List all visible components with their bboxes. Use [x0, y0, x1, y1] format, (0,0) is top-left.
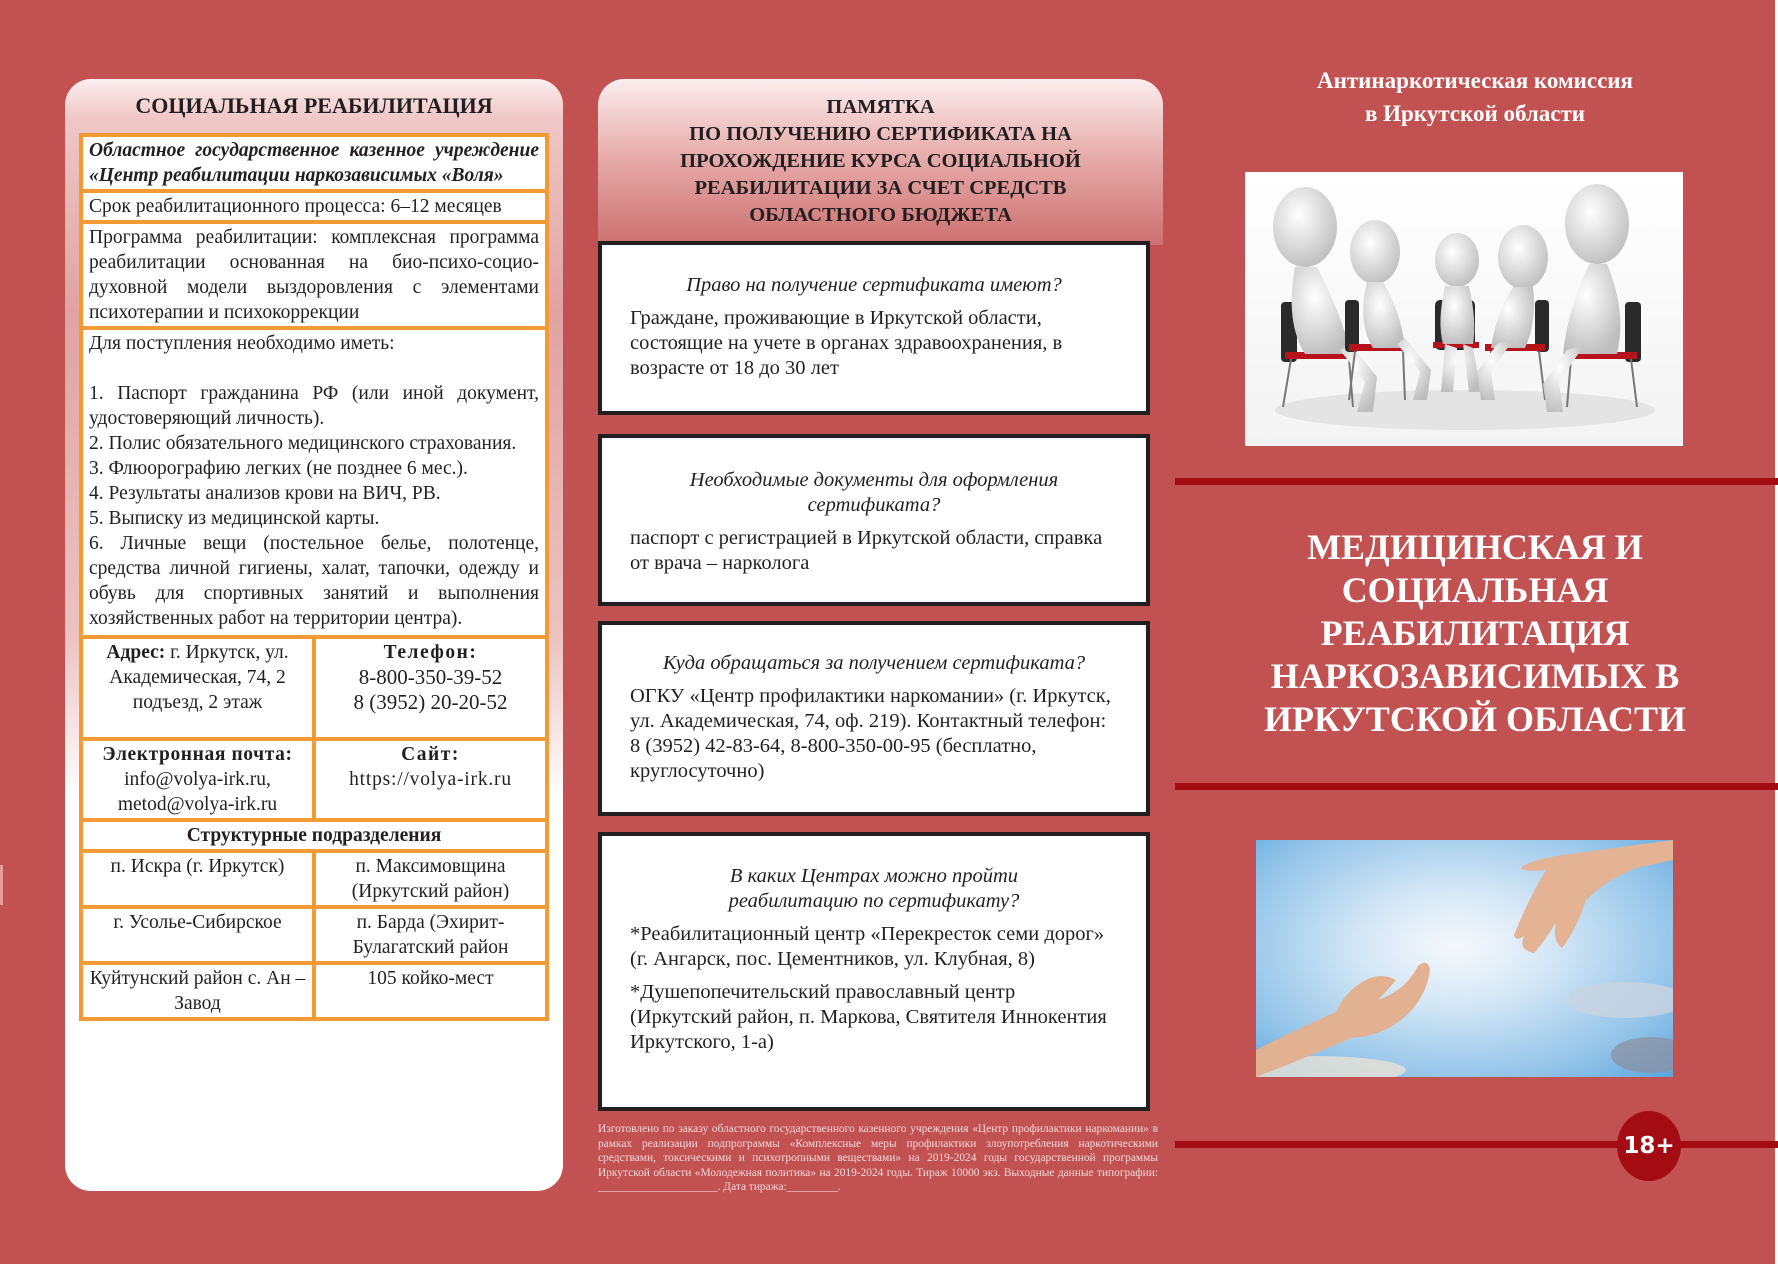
site-cell	[314, 739, 547, 820]
memo-header	[598, 79, 1163, 245]
phone-label: Телефон:	[383, 642, 478, 663]
email-label: Электронная почта:	[102, 744, 293, 765]
email-link[interactable]: info@volya-irk.ru,	[124, 769, 271, 790]
faq-answer: паспорт с регистрацией в Иркутской области, справка от врача – нарколога	[630, 527, 1103, 574]
social-rehab-panel	[65, 79, 563, 1191]
chair-figure-2	[1345, 220, 1431, 400]
faq-question: Необходимые документы для оформления сертификата?	[689, 469, 1059, 516]
memo-title-line: ПАМЯТКА	[826, 96, 935, 118]
faq-answer: *Душепопечительский православный центр (Иркутский район, п. Маркова, Святителя Иннокентия Иркутского, 1-а)	[630, 981, 1107, 1053]
chair-figure-1	[1273, 187, 1377, 412]
memo-title-line: РЕАБИЛИТАЦИИ ЗА СЧЕТ СРЕДСТВ	[694, 177, 1067, 199]
faq-answer: Граждане, проживающие в Иркутской области, состоящие на учете в органах здравоохранения, в возрасте от 18 до 30 лет	[630, 307, 1063, 379]
faq-question: Куда обращаться за получением сертификата?	[662, 652, 1086, 674]
chair-figure-5	[1543, 184, 1641, 412]
faq-question: Право на получение сертификата имеют?	[686, 274, 1062, 296]
commission-name	[1175, 64, 1775, 130]
requirement-item: 1. Паспорт гражданина РФ (или иной документ, удостоверяющий личность).	[89, 383, 539, 429]
fold-mark	[0, 865, 3, 905]
faq-answer: ОГКУ «Центр профилактики наркомании» (г. Иркутск, ул. Академическая, 74, оф. 219). Контактный телефон: 8 (3952) 42-83-64, 8-800-350-00-95 (бесплатно, круглосуточно)	[630, 685, 1111, 782]
phone-number[interactable]: 8-800-350-39-52	[358, 665, 503, 689]
brochure-title-line: СОЦИАЛЬНАЯ	[1341, 570, 1609, 610]
upper-hand	[1514, 840, 1673, 953]
requirements-intro: Для поступления необходимо иметь:	[89, 333, 395, 354]
brochure-title	[1175, 526, 1775, 741]
divider-line-middle	[1175, 783, 1778, 790]
faq-box-where-to-apply	[598, 621, 1150, 816]
divisions-title: Структурные подразделения	[81, 820, 547, 851]
brochure-title-line: МЕДИЦИНСКАЯ И	[1307, 527, 1643, 567]
chair-figure-4	[1477, 225, 1549, 400]
chair-figure-3	[1433, 233, 1481, 392]
age-rating-badge: 18+	[1617, 1111, 1681, 1181]
division-capacity: 105 койко-мест	[314, 963, 547, 1019]
faq-answer: *Реабилитационный центр «Перекресток семи дорог» (г. Ангарск, пос. Цементников, ул. Клубная, 8)	[630, 923, 1105, 970]
panel-title: СОЦИАЛЬНАЯ РЕАБИЛИТАЦИЯ	[135, 93, 493, 118]
phone-number[interactable]: 8 (3952) 20-20-52	[353, 690, 508, 714]
faq-box-documents	[598, 434, 1150, 606]
phone-cell	[314, 637, 547, 739]
helping-hands-photo	[1256, 840, 1673, 1077]
division-cell: п. Искра (г. Иркутск)	[81, 851, 314, 907]
brochure-title-line: НАРКОЗАВИСИМЫХ В	[1270, 656, 1680, 696]
hands-photo-svg	[1256, 840, 1673, 1077]
faq-box-centers	[598, 832, 1150, 1111]
division-cell: п. Барда (Эхирит-Булагатский район	[314, 907, 547, 963]
print-info-note: Изготовлено по заказу областного государственного казенного учреждения «Центр профилактики наркомании» в рамках реализации подпрограммы «Комплексные меры профилактики злоупотребления наркотическими средствами, токсическими и психотропными веществами» на 2019-2024 годы государственной программы Иркутской области «Молодежная политика» на 2019-2024 годы. Тираж 10000 экз. Выходные данные типографии: _____________________. Дата тиража:_________.	[598, 1123, 1158, 1193]
site-label: Сайт:	[401, 744, 460, 765]
division-cell: г. Усолье-Сибирское	[81, 907, 314, 963]
requirement-item: 3. Флюорографию легких (не позднее 6 мес.).	[89, 458, 468, 479]
people-circle-illustration	[1245, 172, 1683, 446]
division-cell: Куйтунский район с. Ан – Завод	[81, 963, 314, 1019]
commission-name-line: Антинаркотическая комиссия	[1317, 68, 1633, 93]
duration-text: Срок реабилитационного процесса: 6–12 месяцев	[81, 191, 547, 222]
address-value: г. Иркутск, ул. Академическая, 74, 2 подъезд, 2 этаж	[109, 642, 289, 713]
division-cell: п. Максимовщина (Иркутский район)	[314, 851, 547, 907]
rehab-info-table	[79, 133, 549, 1021]
people-illustration-svg	[1245, 172, 1683, 446]
memo-title-line: ОБЛАСТНОГО БЮДЖЕТА	[749, 204, 1012, 226]
brochure-title-line: РЕАБИЛИТАЦИЯ	[1320, 613, 1630, 653]
cloud	[1566, 982, 1673, 1018]
organization-name: Областное государственное казенное учреждение «Центр реабилитации наркозависимых «Воля»	[81, 135, 547, 191]
address-label: Адрес:	[106, 642, 166, 663]
requirement-item: 5. Выписку из медицинской карты.	[89, 508, 380, 529]
memo-title	[598, 94, 1163, 229]
commission-name-line: в Иркутской области	[1364, 101, 1586, 126]
requirement-item: 6. Личные вещи (постельное белье, полотенце, средства личной гигиены, халат, тапочки, одежду и обувь для спортивных занятий и выполнения хозяйственных работ на территории центра).	[89, 533, 539, 629]
address-cell	[81, 637, 314, 739]
memo-title-line: ПО ПОЛУЧЕНИЮ СЕРТИФИКАТА НА	[689, 123, 1072, 145]
memo-title-line: ПРОХОЖДЕНИЕ КУРСА СОЦИАЛЬНОЙ	[680, 150, 1081, 172]
email-link[interactable]: metod@volya-irk.ru	[117, 794, 278, 815]
email-cell	[81, 739, 314, 820]
brochure-title-line: ИРКУТСКОЙ ОБЛАСТИ	[1264, 699, 1686, 739]
site-link[interactable]: https://volya-irk.ru	[349, 769, 512, 790]
floor-shadow	[1275, 390, 1655, 430]
faq-box-eligibility	[598, 241, 1150, 415]
requirements-cell	[81, 328, 547, 637]
divider-line-top	[1175, 478, 1778, 485]
program-text: Программа реабилитации: комплексная программа реабилитации основанная на био-психо-социо-духовной модели выздоровления с элементами психотерапии и психокоррекции	[81, 222, 547, 328]
requirement-item: 2. Полис обязательного медицинского страхования.	[89, 433, 517, 454]
requirement-item: 4. Результаты анализов крови на ВИЧ, РВ.	[89, 483, 441, 504]
cloud	[1611, 1037, 1673, 1073]
faq-question: В каких Центрах можно пройти реабилитацию по сертификату?	[728, 865, 1020, 912]
divider-line-bottom	[1175, 1141, 1778, 1148]
